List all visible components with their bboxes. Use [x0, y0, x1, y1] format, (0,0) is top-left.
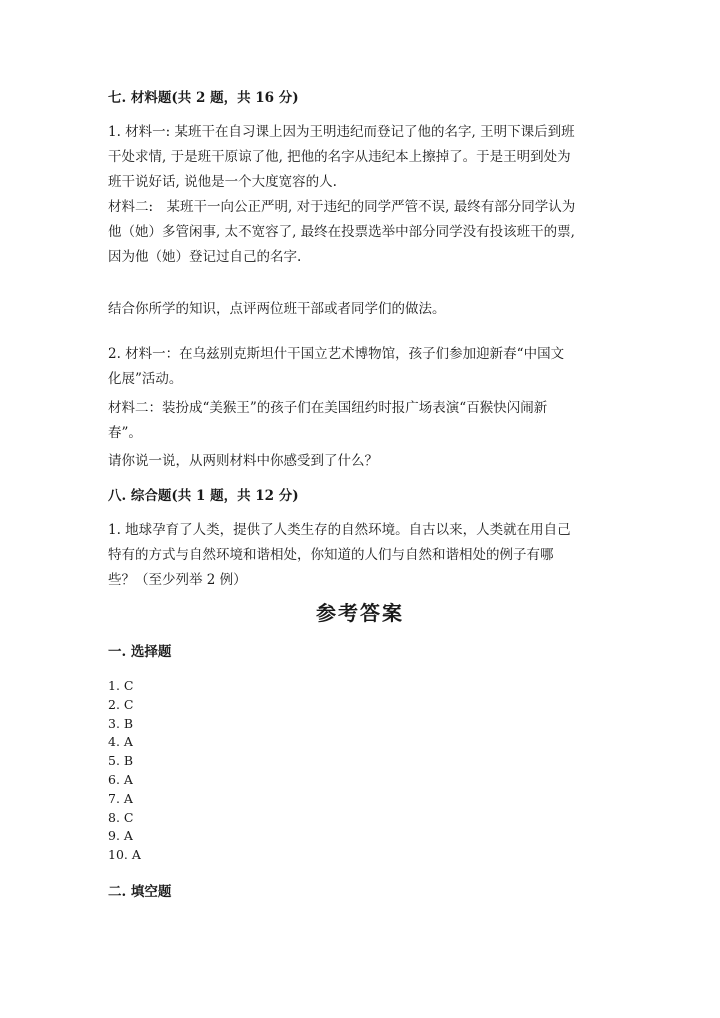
- q1-question: 结合你所学的知识，点评两位班干部或者同学们的做法。: [108, 301, 446, 317]
- q2-material-2: [108, 396, 628, 446]
- answer-item: 1. C: [108, 678, 134, 693]
- q2-question: 请你说一说，从两则材料中你感受到了什么？: [108, 453, 378, 469]
- section-7-heading: 七. 材料题(共 2 题，共 16 分): [108, 90, 299, 106]
- answer-item: 7. A: [108, 790, 133, 806]
- text-line: 特有的方式与自然环境和谐相处，你知道的人们与自然和谐相处的例子有哪: [108, 547, 554, 563]
- text-line: 因为他（她）登记过自己的名字.: [108, 249, 302, 265]
- text-line: 2. 材料一：在乌兹别克斯坦什干国立艺术博物馆，孩子们参加迎新春“中国文: [108, 346, 565, 362]
- answer-item: 8. C: [108, 809, 134, 825]
- answer-item: 6. A: [108, 771, 133, 787]
- answer-item: 2. C: [108, 696, 134, 712]
- text-line: 材料二: 某班干一向公正严明, 对于违纪的同学严管不误, 最终有部分同学认为: [108, 199, 576, 215]
- text-line: 他（她）多管闲事, 太不宽容了, 最终在投票选举中部分同学没有投该班干的票,: [108, 224, 575, 240]
- text-line: 春”。: [108, 425, 142, 441]
- answer-section-2-heading: 二. 填空题: [108, 884, 172, 900]
- answer-key-title: 参考答案: [316, 601, 404, 625]
- section-8-q1: [108, 518, 628, 593]
- q1-material-2: [108, 195, 628, 270]
- text-line: 化展”活动。: [108, 371, 183, 387]
- answer-list: [108, 677, 141, 865]
- answer-item: 4. A: [108, 734, 133, 750]
- section-8-heading: 八. 综合题(共 1 题，共 12 分): [108, 488, 299, 504]
- answer-item: 3. B: [108, 715, 134, 731]
- text-line: 1. 地球孕育了人类，提供了人类生存的自然环境。自古以来，人类就在用自己: [108, 522, 571, 538]
- q2-material-1: [108, 342, 628, 392]
- answer-item: 9. A: [108, 828, 133, 844]
- text-line: 些？（至少列举 2 例）: [108, 572, 247, 588]
- text-line: 材料二：装扮成“美猴王”的孩子们在美国纽约时报广场表演“百猴快闪闹新: [108, 400, 548, 416]
- answer-item: 10. A: [108, 847, 141, 863]
- q1-material-1: [108, 120, 628, 195]
- text-line: 1. 材料一: 某班干在自习课上因为王明违纪而登记了他的名字, 王明下课后到班: [108, 124, 575, 140]
- answer-section-1-heading: 一. 选择题: [108, 644, 172, 660]
- text-line: 班干说好话, 说他是一个大度宽容的人.: [108, 174, 337, 190]
- answer-item: 5. B: [108, 753, 134, 769]
- text-line: 干处求情, 于是班干原谅了他, 把他的名字从违纪本上擦掉了。于是王明到处为: [108, 149, 571, 165]
